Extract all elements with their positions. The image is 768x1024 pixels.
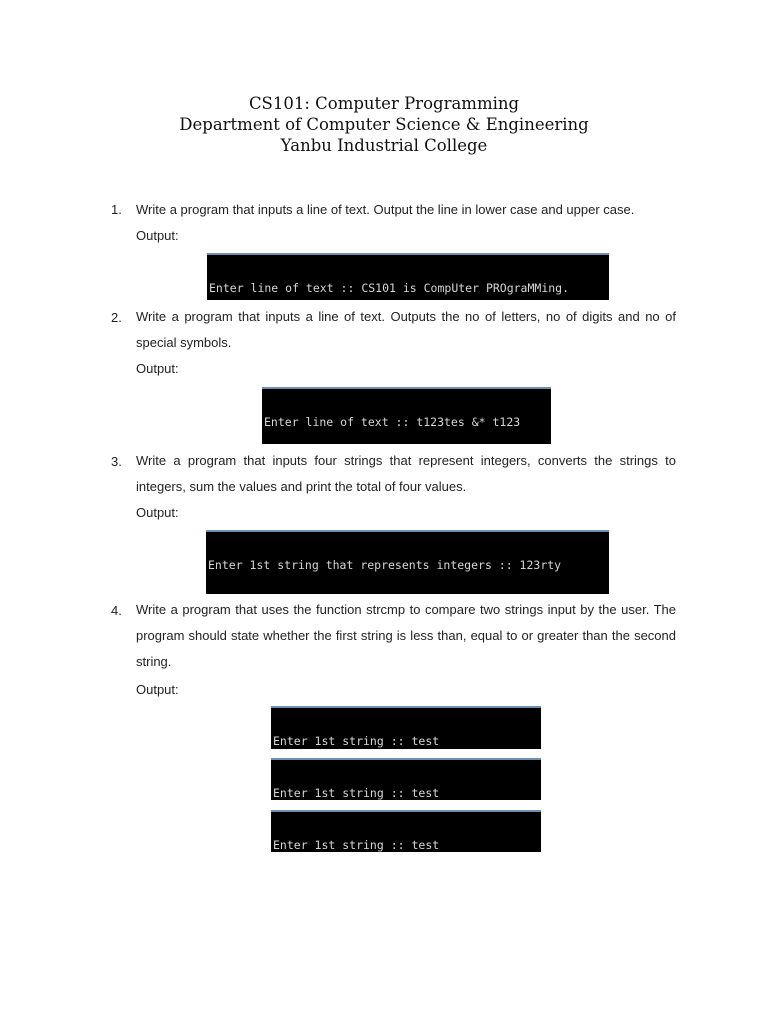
output-label: Output:: [136, 361, 179, 376]
course-title: CS101: Computer Programming: [248, 94, 520, 113]
question-text: Write a program that inputs a line of text. Output the line in lower case and upper case.: [136, 202, 635, 217]
question-number: 3.: [111, 454, 122, 469]
college-name: Yanbu Industrial College: [280, 136, 488, 155]
console-line: Enter line of text :: CS101 is CompUter PROgraMMing.: [209, 281, 570, 295]
console-line: Enter 1st string :: test: [273, 838, 440, 852]
question-text: Write a program that inputs a line of text. Outputs the no of letters, no of digits and no of special symbols.: [136, 309, 676, 350]
console-line: Enter 1st string that represents integers :: 123rty: [208, 558, 562, 572]
document-header: [0, 93, 768, 156]
question-number: 2.: [111, 310, 122, 325]
console-line: Enter 1st string :: test: [273, 786, 440, 800]
console-line: Enter 1st string :: test: [273, 734, 440, 748]
output-label: Output:: [136, 682, 179, 697]
console-output: [271, 758, 541, 800]
question-number: 1.: [111, 202, 122, 217]
output-label: Output:: [136, 228, 179, 243]
console-output: [271, 706, 541, 749]
output-label: Output:: [136, 505, 179, 520]
question-text: Write a program that uses the function strcmp to compare two strings input by the user. The program should state whether the first string is less than, equal to or greater than the second string.: [136, 602, 676, 669]
console-output: [206, 530, 609, 594]
question-text: Write a program that inputs four strings that represent integers, converts the strings to integers, sum the values and print the total of four values.: [136, 453, 676, 494]
console-output: [262, 387, 551, 444]
question-number: 4.: [111, 603, 122, 618]
console-line: Enter line of text :: t123tes &* t123: [264, 415, 521, 429]
console-output: [271, 810, 541, 852]
console-output: [207, 253, 609, 300]
department-name: Department of Computer Science & Engineering: [179, 115, 589, 134]
